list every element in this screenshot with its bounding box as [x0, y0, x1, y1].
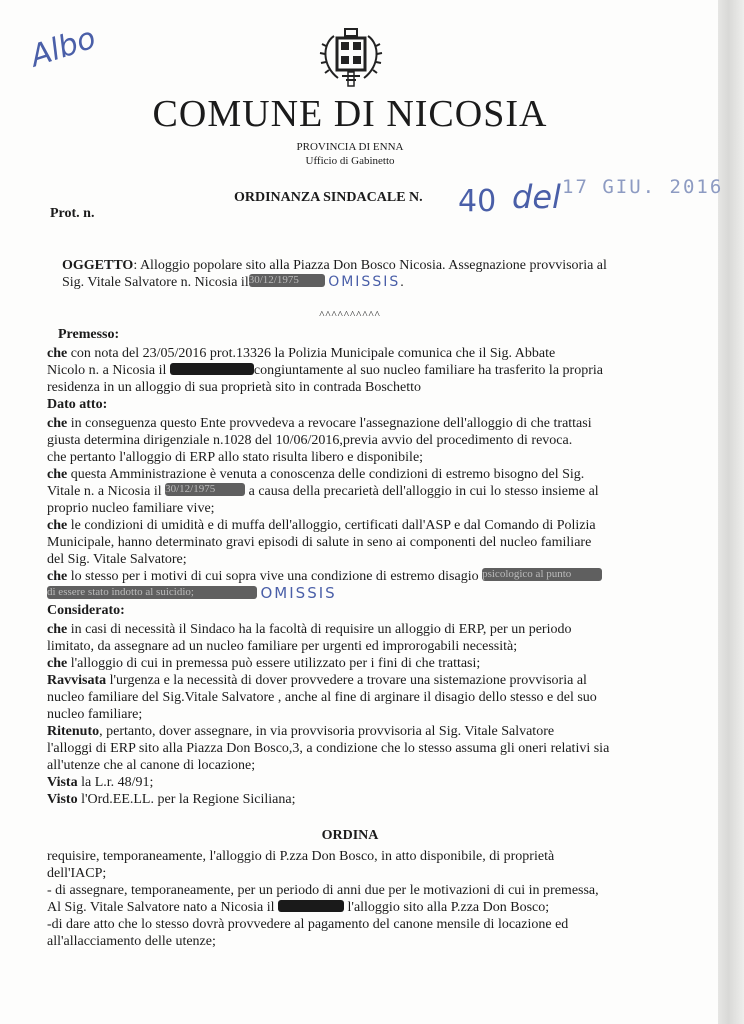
- redaction: 30/12/1975: [165, 483, 245, 496]
- body-line: limitato, da assegnare ad un nucleo familiare per urgenti ed improrogabili necessità;: [47, 639, 518, 654]
- body-line: che lo stesso per i motivi di cui sopra vive una condizione di estremo disagio psicologico al punto: [47, 568, 602, 585]
- body-line: l'alloggi di ERP sito alla Piazza Don Bosco,3, a condizione che lo stesso assuma gli oneri relativi sia: [47, 741, 610, 756]
- coat-of-arms-icon: [318, 28, 384, 90]
- heading-premesso: Premesso:: [58, 327, 120, 342]
- order-line: Al Sig. Vitale Salvatore nato a Nicosia il l'alloggio sito alla P.zza Don Bosco;: [47, 900, 550, 915]
- province-label: PROVINCIA DI ENNA: [296, 141, 404, 153]
- order-line: -di dare atto che lo stesso dovrà provvedere al pagamento del canone mensile di locazione ed: [47, 917, 569, 932]
- body-line: che in casi di necessità il Sindaco ha la facoltà di requisire un alloggio di ERP, per un periodo: [47, 622, 572, 637]
- body-line: che l'alloggio di cui in premessa può essere utilizzato per i fini di che trattasi;: [47, 656, 481, 671]
- order-line: dell'IACP;: [47, 866, 107, 881]
- body-line: nucleo familiare;: [47, 707, 143, 722]
- page-title: COMUNE DI NICOSIA: [152, 93, 548, 135]
- body-line: che in conseguenza questo Ente provvedeva a revocare l'assegnazione dell'alloggio di che trattasi: [47, 416, 592, 431]
- body-line: residenza in un alloggio di sua proprietà sito in contrada Boschetto: [47, 380, 422, 395]
- stamp-date: 17 GIU. 2016: [562, 176, 724, 198]
- body-line: che con nota del 23/05/2016 prot.13326 la Polizia Municipale comunica che il Sig. Abbate: [47, 346, 556, 361]
- redaction: psicologico al punto: [482, 568, 602, 581]
- omissis-mark: OMISSIS: [260, 584, 337, 602]
- body-line: che pertanto l'alloggio di ERP allo stato risulta libero e disponibile;: [47, 450, 424, 465]
- body-line: che questa Amministrazione è venuta a conoscenza delle condizioni di estremo bisogno del Sig.: [47, 467, 585, 482]
- ordinance-label: ORDINANZA SINDACALE N.: [234, 190, 423, 205]
- order-line: requisire, temporaneamente, l'alloggio di P.zza Don Bosco, in atto disponibile, di proprietà: [47, 849, 555, 864]
- subject-line-2: Sig. Vitale Salvatore n. Nicosia il30/12/1975 OMISSIS.: [62, 274, 404, 290]
- body-line: Nicolo n. a Nicosia il congiuntamente al suo nucleo familiare ha trasferito la propria: [47, 363, 603, 378]
- subject-line-1: OGGETTO: Alloggio popolare sito alla Piazza Don Bosco Nicosia. Assegnazione provvisoria al: [62, 258, 607, 273]
- separator: ^^^^^^^^^^: [319, 309, 381, 321]
- body-line: Ritenuto, pertanto, dover assegnare, in via provvisoria provvisoria al Sig. Vitale Salvatore: [47, 724, 555, 739]
- body-line: proprio nucleo familiare vive;: [47, 501, 215, 516]
- handwritten-order-number: 40: [458, 184, 497, 219]
- order-line: - di assegnare, temporaneamente, per un periodo di anni due per le motivazioni di cui in premessa,: [47, 883, 599, 898]
- scan-edge: [718, 0, 744, 1024]
- heading-dato-atto: Dato atto:: [47, 397, 108, 412]
- heading-ordina: ORDINA: [321, 828, 379, 843]
- handwritten-del: del: [512, 178, 561, 216]
- prot-label: Prot. n.: [50, 206, 95, 221]
- body-line: Vista la L.r. 48/91;: [47, 775, 154, 790]
- heading-considerato: Considerato:: [47, 603, 125, 618]
- redaction: 30/12/1975: [249, 274, 325, 287]
- body-line: Ravvisata l'urgenza e la necessità di dover provvedere a trovare una sistemazione provvisoria al: [47, 673, 587, 688]
- redaction: [170, 363, 254, 375]
- office-label: Ufficio di Gabinetto: [305, 155, 395, 167]
- body-line: giusta determina dirigenziale n.1028 del 10/06/2016,previa avvio del procedimento di revoca.: [47, 433, 573, 448]
- body-line: all'utenze che al canone di locazione;: [47, 758, 256, 773]
- body-line: Vitale n. a Nicosia il 30/12/1975 a causa della precarietà dell'alloggio in cui lo stesso insieme al: [47, 483, 599, 499]
- body-line: che le condizioni di umidità e di muffa dell'alloggio, certificati dall'ASP e dal Comando di Polizia: [47, 518, 596, 533]
- body-line: nucleo familiare del Sig.Vitale Salvatore , anche al fine di arginare il disagio dello stesso e del suo: [47, 690, 597, 705]
- redaction: [278, 900, 344, 912]
- subject-label: OGGETTO: [62, 258, 134, 273]
- body-line: [47, 585, 337, 603]
- handwritten-albo: Albo: [26, 20, 101, 75]
- redaction: di essere stato indotto al suicidio;: [47, 586, 257, 599]
- order-line: all'allacciamento delle utenze;: [47, 934, 216, 949]
- body-line: Municipale, hanno determinato gravi episodi di salute in seno ai componenti del nucleo familiare: [47, 535, 592, 550]
- body-line: del Sig. Vitale Salvatore;: [47, 552, 187, 567]
- body-line: Visto l'Ord.EE.LL. per la Regione Siciliana;: [47, 792, 296, 807]
- omissis-mark: OMISSIS: [328, 274, 401, 290]
